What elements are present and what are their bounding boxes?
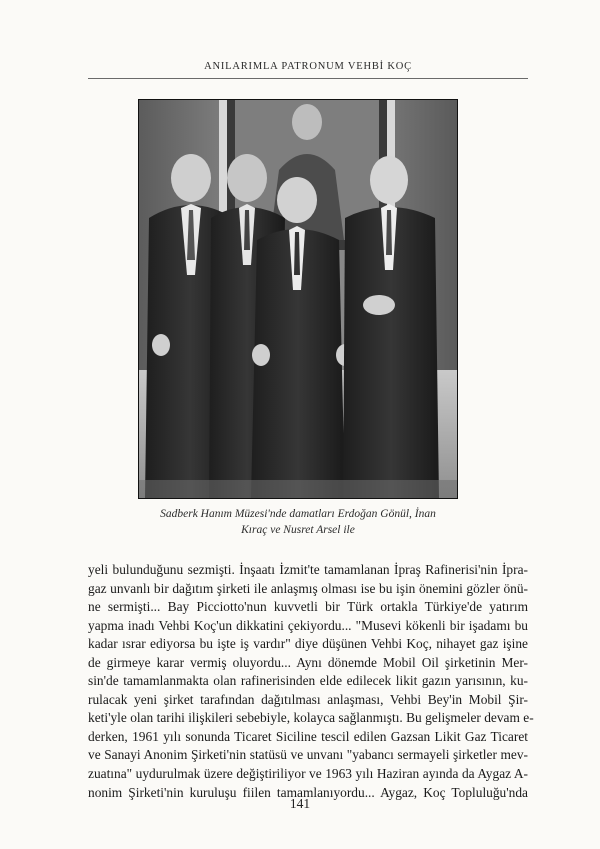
page-number: 141	[289, 796, 311, 811]
text-line: gaz unvanlı bir dağıtım şirketi ile anlaşmış olması ise bu işin önemini gözler önü-	[88, 580, 528, 596]
text-line: kadar ısrar ediyorsa bu işte iş vardır" diye düşünen Vehbi Koç, nihayet gaz işine	[88, 636, 528, 652]
text-line: yapma inadı Vehbi Koç'un dikkatini çekiyordu... "Musevi kökenli bir işadamı bu	[88, 617, 528, 633]
text-line: zuatına" uydurulmak üzere değiştiriliyor ve 1963 yılı Haziran ayında da Aygaz A-	[88, 766, 528, 782]
group-photo-image	[139, 100, 457, 498]
photo-caption	[118, 506, 478, 538]
text-line: derken, 1961 yılı sonunda Ticaret Siciline tescil edilen Gazsan Likit Gaz Ticaret	[88, 728, 528, 744]
text-line: keti'yle olan tarihi ilişkileri sebebiyle, kolayca sağlanmıştı. Bu gelişmeler devam e-	[88, 710, 534, 726]
text-line: yeli bulunduğunu sezmişti. İnşaatı İzmit'te tamamlanan İpraş Rafinerisi'nin İpra-	[88, 562, 528, 577]
text-line: rulacak yeni şirket tarafından dağıtılması anlaşması, Vehbi Bey'in Mobil Şir-	[88, 691, 528, 707]
text-line: ne sermişti... Bay Picciotto'nun kuvvetli bir Türk ortakla Türkiye'de yatırım	[88, 599, 528, 615]
group-photo	[138, 99, 458, 499]
running-head: ANILARIMLA PATRONUM VEHBİ KOÇ	[204, 61, 412, 72]
text-line: sin'de tamamlanmakta olan rafinerisinden elde edilecek likit gazın yarısının, ku-	[88, 673, 528, 689]
header-rule	[88, 78, 528, 79]
text-line: ve Sanayi Anonim Şirketi'nin statüsü ve unvanı "yabancı sermayeli şirketler mev-	[88, 747, 528, 763]
caption-line: Sadberk Hanım Müzesi'nde damatları Erdoğan Gönül, İnan	[160, 508, 436, 520]
caption-line: Kıraç ve Nusret Arsel ile	[241, 524, 355, 536]
body-paragraph	[88, 561, 534, 802]
text-line: de girmeye karar vermiş oluyordu... Aynı dönemde Mobil Oil şirketinin Mer-	[88, 654, 528, 670]
text-line: nonim Şirketi'nin kuruluşu fiilen tamamlanıyordu... Aygaz, Koç Topluluğu'nda	[88, 784, 528, 800]
